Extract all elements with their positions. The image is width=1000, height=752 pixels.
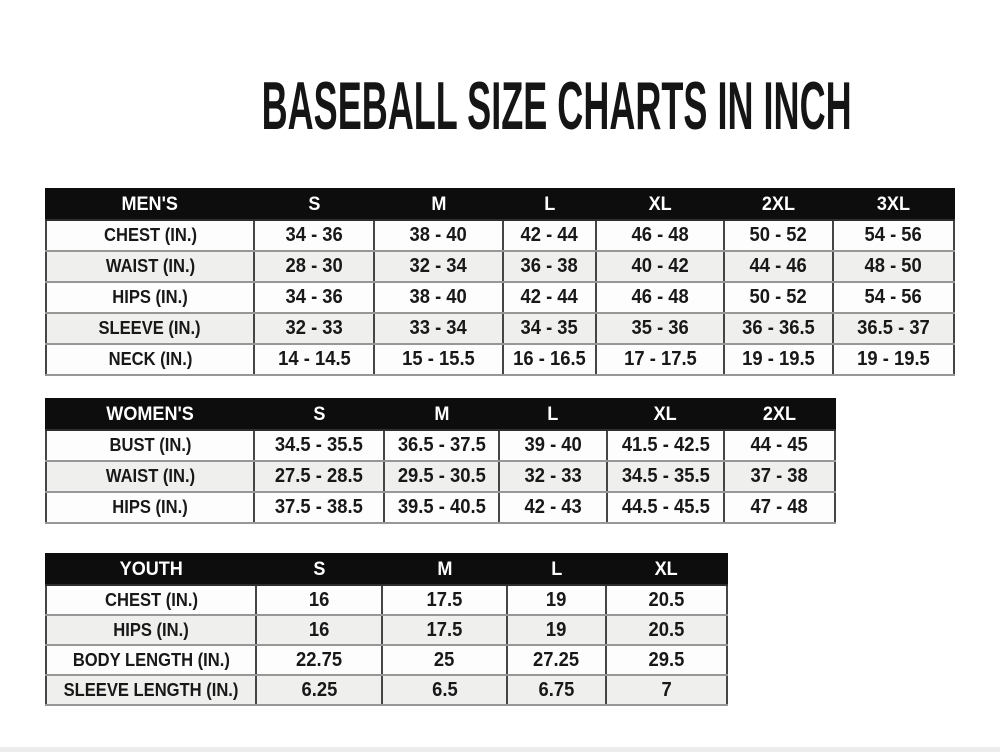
size-value-text: 32 - 33 bbox=[524, 465, 582, 487]
column-header bbox=[606, 554, 727, 585]
row-label bbox=[46, 282, 254, 313]
table-header-row bbox=[46, 554, 727, 585]
column-header bbox=[382, 554, 507, 585]
size-value-cell bbox=[254, 282, 374, 313]
size-value-text: 16 bbox=[308, 618, 330, 641]
size-value-text: 32 - 34 bbox=[409, 255, 468, 277]
column-header-label: XL bbox=[648, 193, 672, 215]
size-value-text: 6.75 bbox=[538, 678, 575, 701]
size-value-cell bbox=[724, 251, 833, 282]
size-value-text: 34.5 - 35.5 bbox=[275, 434, 363, 456]
column-header-label: M bbox=[436, 558, 453, 580]
column-header bbox=[507, 554, 606, 585]
size-value-cell bbox=[724, 282, 833, 313]
size-value-text: 40 - 42 bbox=[631, 255, 689, 277]
size-value-text: 14 - 14.5 bbox=[277, 348, 351, 370]
size-value-cell bbox=[596, 313, 724, 344]
size-value-text: 29.5 bbox=[648, 648, 685, 671]
size-value-cell bbox=[254, 220, 374, 251]
row-label-text: HIPS (IN.) bbox=[112, 287, 188, 307]
column-header bbox=[254, 189, 374, 220]
row-label bbox=[46, 344, 254, 375]
size-value-text: 46 - 48 bbox=[631, 286, 689, 308]
table-row bbox=[46, 675, 727, 705]
row-label bbox=[46, 645, 256, 675]
size-value-cell bbox=[724, 492, 835, 523]
table-row bbox=[46, 430, 835, 461]
size-value-cell bbox=[724, 430, 835, 461]
row-label bbox=[46, 492, 254, 523]
size-value-cell bbox=[374, 251, 503, 282]
column-header bbox=[499, 399, 607, 430]
size-value-text: 6.5 bbox=[431, 678, 458, 701]
column-header-label: M bbox=[430, 193, 447, 215]
size-value-text: 54 - 56 bbox=[864, 224, 923, 246]
size-value-text: 22.75 bbox=[295, 648, 343, 671]
size-value-text: 19 bbox=[546, 618, 567, 641]
column-header-label: M bbox=[433, 403, 450, 425]
size-value-cell bbox=[256, 675, 382, 705]
size-value-cell bbox=[507, 585, 606, 615]
size-value-text: 27.5 - 28.5 bbox=[275, 465, 363, 487]
size-value-text: 25 bbox=[434, 648, 455, 671]
size-value-cell bbox=[833, 251, 954, 282]
size-value-cell bbox=[833, 344, 954, 375]
size-value-text: 42 - 43 bbox=[524, 496, 582, 518]
column-header-label: WOMEN'S bbox=[106, 403, 194, 425]
column-header-label: S bbox=[312, 558, 326, 580]
column-header-label: 2XL bbox=[761, 193, 796, 215]
size-value-text: 6.25 bbox=[301, 678, 337, 701]
row-label bbox=[46, 220, 254, 251]
size-value-cell bbox=[254, 430, 384, 461]
row-label-text: WAIST (IN.) bbox=[105, 256, 195, 276]
size-value-cell bbox=[374, 313, 503, 344]
row-label-text: SLEEVE LENGTH (IN.) bbox=[63, 679, 239, 700]
size-value-text: 41.5 - 42.5 bbox=[621, 434, 710, 456]
size-value-cell bbox=[606, 675, 727, 705]
size-value-cell bbox=[606, 585, 727, 615]
column-header-label: L bbox=[547, 403, 559, 425]
page-title-text: BASEBALL SIZE CHARTS IN INCH bbox=[261, 68, 852, 144]
column-header bbox=[256, 554, 382, 585]
size-value-cell bbox=[833, 220, 954, 251]
size-value-text: 19 bbox=[546, 588, 567, 611]
size-value-text: 17.5 bbox=[426, 618, 463, 641]
size-value-text: 7 bbox=[661, 678, 672, 701]
size-value-cell bbox=[507, 645, 606, 675]
column-header-label: 3XL bbox=[876, 193, 911, 215]
size-value-text: 54 - 56 bbox=[864, 286, 923, 308]
column-header-label: XL bbox=[654, 558, 679, 580]
column-header bbox=[503, 189, 596, 220]
row-label-text: SLEEVE (IN.) bbox=[98, 318, 202, 338]
size-value-cell bbox=[384, 461, 499, 492]
column-header-label: L bbox=[543, 193, 556, 215]
size-value-text: 38 - 40 bbox=[409, 286, 468, 308]
size-value-text: 32 - 33 bbox=[285, 317, 343, 339]
table-row bbox=[46, 220, 954, 251]
size-value-cell bbox=[596, 251, 724, 282]
size-value-cell bbox=[606, 615, 727, 645]
size-value-cell bbox=[499, 492, 607, 523]
table-group-header bbox=[46, 399, 254, 430]
size-value-text: 29.5 - 30.5 bbox=[397, 465, 486, 487]
womens-size-table bbox=[45, 398, 836, 524]
column-header-label: YOUTH bbox=[119, 558, 183, 580]
size-value-text: 34 - 35 bbox=[520, 317, 579, 339]
size-value-text: 36.5 - 37 bbox=[857, 317, 930, 339]
column-header-label: MEN'S bbox=[121, 193, 179, 215]
size-value-text: 33 - 34 bbox=[409, 317, 468, 339]
column-header bbox=[254, 399, 384, 430]
size-value-cell bbox=[254, 461, 384, 492]
size-value-cell bbox=[507, 615, 606, 645]
size-value-cell bbox=[382, 645, 507, 675]
size-value-cell bbox=[374, 344, 503, 375]
table-row bbox=[46, 615, 727, 645]
size-value-text: 34 - 36 bbox=[285, 286, 343, 308]
size-value-cell bbox=[724, 461, 835, 492]
size-value-cell bbox=[499, 461, 607, 492]
size-value-text: 50 - 52 bbox=[749, 286, 808, 308]
row-label-text: WAIST (IN.) bbox=[105, 466, 195, 486]
size-value-cell bbox=[607, 461, 724, 492]
row-label bbox=[46, 675, 256, 705]
size-value-cell bbox=[256, 585, 382, 615]
table-row bbox=[46, 585, 727, 615]
table-header-row bbox=[46, 189, 954, 220]
size-value-cell bbox=[503, 251, 596, 282]
mens-size-table bbox=[45, 188, 955, 376]
size-value-text: 42 - 44 bbox=[520, 286, 579, 308]
size-value-text: 15 - 15.5 bbox=[402, 348, 475, 370]
size-value-cell bbox=[503, 282, 596, 313]
size-value-cell bbox=[596, 282, 724, 313]
size-value-cell bbox=[724, 344, 833, 375]
size-value-cell bbox=[382, 675, 507, 705]
size-value-text: 47 - 48 bbox=[750, 496, 809, 518]
size-value-text: 16 bbox=[308, 588, 330, 611]
size-value-cell bbox=[499, 430, 607, 461]
row-label-text: BUST (IN.) bbox=[109, 435, 191, 455]
size-value-cell bbox=[507, 675, 606, 705]
size-value-text: 19 - 19.5 bbox=[857, 348, 930, 370]
column-header bbox=[607, 399, 724, 430]
size-value-cell bbox=[607, 430, 724, 461]
size-value-cell bbox=[503, 344, 596, 375]
size-value-text: 38 - 40 bbox=[409, 224, 468, 246]
column-header bbox=[724, 399, 835, 430]
size-value-cell bbox=[384, 430, 499, 461]
size-value-text: 20.5 bbox=[648, 618, 685, 641]
size-value-cell bbox=[596, 220, 724, 251]
column-header bbox=[833, 189, 954, 220]
size-value-cell bbox=[382, 615, 507, 645]
size-value-cell bbox=[254, 251, 374, 282]
size-value-cell bbox=[596, 344, 724, 375]
size-value-text: 34.5 - 35.5 bbox=[621, 465, 710, 487]
size-value-text: 37 - 38 bbox=[750, 465, 809, 487]
size-value-cell bbox=[503, 313, 596, 344]
page-title bbox=[0, 68, 1000, 144]
size-value-text: 27.25 bbox=[533, 648, 580, 671]
size-value-text: 37.5 - 38.5 bbox=[275, 496, 363, 518]
table-group-header bbox=[46, 554, 256, 585]
column-header bbox=[724, 189, 833, 220]
size-value-text: 16 - 16.5 bbox=[513, 348, 586, 370]
column-header bbox=[596, 189, 724, 220]
row-label-text: CHEST (IN.) bbox=[104, 589, 198, 610]
size-value-text: 17.5 bbox=[426, 588, 463, 611]
size-value-cell bbox=[724, 220, 833, 251]
size-value-cell bbox=[254, 313, 374, 344]
row-label bbox=[46, 430, 254, 461]
column-header-label: S bbox=[312, 403, 326, 425]
table-row bbox=[46, 251, 954, 282]
row-label bbox=[46, 615, 256, 645]
table-row bbox=[46, 313, 954, 344]
size-value-text: 20.5 bbox=[648, 588, 685, 611]
scan-edge-line bbox=[0, 747, 1000, 752]
size-value-text: 44 - 46 bbox=[749, 255, 808, 277]
size-value-text: 36 - 36.5 bbox=[742, 317, 815, 339]
size-value-text: 44.5 - 45.5 bbox=[621, 496, 710, 518]
size-value-cell bbox=[374, 220, 503, 251]
size-value-text: 34 - 36 bbox=[285, 224, 343, 246]
column-header-label: XL bbox=[653, 403, 678, 425]
size-value-text: 48 - 50 bbox=[864, 255, 923, 277]
size-value-cell bbox=[254, 344, 374, 375]
size-value-cell bbox=[384, 492, 499, 523]
table-header-row bbox=[46, 399, 835, 430]
size-value-cell bbox=[724, 313, 833, 344]
row-label-text: HIPS (IN.) bbox=[112, 497, 188, 517]
row-label-text: NECK (IN.) bbox=[108, 349, 192, 369]
size-value-text: 42 - 44 bbox=[520, 224, 579, 246]
column-header-label: S bbox=[307, 193, 321, 215]
row-label-text: BODY LENGTH (IN.) bbox=[72, 649, 230, 670]
row-label bbox=[46, 313, 254, 344]
size-value-cell bbox=[256, 645, 382, 675]
table-group-header bbox=[46, 189, 254, 220]
size-value-cell bbox=[833, 282, 954, 313]
size-value-text: 35 - 36 bbox=[631, 317, 689, 339]
size-value-text: 46 - 48 bbox=[631, 224, 689, 246]
table-row bbox=[46, 461, 835, 492]
column-header bbox=[384, 399, 499, 430]
size-value-cell bbox=[382, 585, 507, 615]
size-value-cell bbox=[606, 645, 727, 675]
column-header bbox=[374, 189, 503, 220]
row-label bbox=[46, 461, 254, 492]
row-label bbox=[46, 585, 256, 615]
size-value-text: 28 - 30 bbox=[285, 255, 343, 277]
size-value-text: 36.5 - 37.5 bbox=[397, 434, 486, 456]
table-row bbox=[46, 344, 954, 375]
column-header-label: L bbox=[550, 558, 563, 580]
size-value-cell bbox=[256, 615, 382, 645]
size-value-cell bbox=[374, 282, 503, 313]
size-value-text: 39 - 40 bbox=[524, 434, 582, 456]
table-row bbox=[46, 282, 954, 313]
size-value-text: 39.5 - 40.5 bbox=[397, 496, 486, 518]
youth-size-table bbox=[45, 553, 728, 706]
row-label bbox=[46, 251, 254, 282]
column-header-label: 2XL bbox=[762, 403, 797, 425]
size-value-cell bbox=[503, 220, 596, 251]
row-label-text: CHEST (IN.) bbox=[103, 225, 197, 245]
table-row bbox=[46, 645, 727, 675]
table-row bbox=[46, 492, 835, 523]
size-value-text: 44 - 45 bbox=[750, 434, 809, 456]
size-value-text: 19 - 19.5 bbox=[742, 348, 815, 370]
size-value-text: 17 - 17.5 bbox=[623, 348, 697, 370]
size-value-text: 50 - 52 bbox=[749, 224, 808, 246]
size-value-cell bbox=[607, 492, 724, 523]
size-value-text: 36 - 38 bbox=[520, 255, 579, 277]
size-value-cell bbox=[254, 492, 384, 523]
row-label-text: HIPS (IN.) bbox=[113, 619, 189, 640]
size-value-cell bbox=[833, 313, 954, 344]
